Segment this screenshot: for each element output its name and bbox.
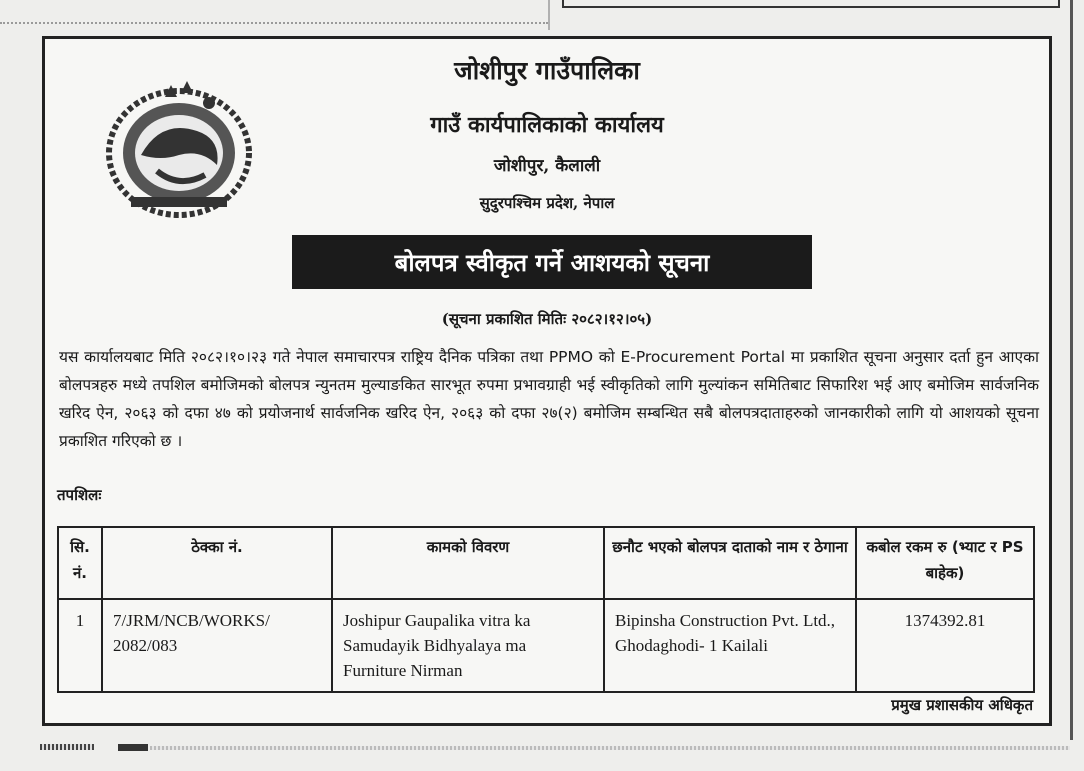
top-border-left: [0, 0, 548, 24]
column-divider: [548, 0, 550, 30]
bottom-border-dots: [40, 744, 94, 750]
notice-body: यस कार्यालयबाट मिति २०८२।१०।२३ गते नेपाल समाचारपत्र राष्ट्रिय दैनिक पत्रिका तथा PPMO को E-Procurement Portal मा प्रकाशित सूचना अनुसार दर्ता हुन आएका बोलपत्रहरु मध्ये तपशिल बमोजिमको बोलपत्र न्युनतम मुल्याङकित सारभूत रुपमा प्रभावग्राही भई स्वीकृतिको लागि मुल्यांकन समितिबाट सिफारिश भई आए बमोजिम सार्वजनिक खरिद ऐन, २०६३ को दफा ४७ को प्रयोजनार्थ सार्वजनिक खरिद ऐन, २०६३ को दफा २७(२) बमोजिम सम्बन्धित सबै बोलपत्रदाताहरुको जानकारीको लागि यो आशयको सूचना प्रकाशित गरिएको छ ।: [59, 348, 1039, 450]
office-location: जोशीपुर, कैलाली: [493, 156, 601, 176]
notice-title: बोलपत्र स्वीकृत गर्ने आशयको सूचना: [292, 235, 812, 289]
cell-sn: 1: [58, 599, 102, 692]
cell-contract-no: 7/JRM/NCB/WORKS/ 2082/083: [102, 599, 332, 692]
col-header-sn: सि. नं.: [58, 527, 102, 599]
signatory-title: प्रमुख प्रशासकीय अधिकृत: [891, 696, 1033, 714]
cell-bidder: Bipinsha Construction Pvt. Ltd., Ghodaghodi- 1 Kailali: [604, 599, 856, 692]
notice-box: [42, 36, 1052, 726]
top-border-right: [562, 0, 1060, 8]
col-header-contract-no: ठेक्का नं.: [102, 527, 332, 599]
cell-amount: 1374392.81: [856, 599, 1034, 692]
tender-table: [57, 526, 1035, 693]
table-header-row: [58, 527, 1034, 599]
office-name: गाउँ कार्यपालिकाको कार्यालय: [430, 112, 664, 138]
cell-description: Joshipur Gaupalika vitra ka Samudayik Bidhyalaya ma Furniture Nirman: [332, 599, 604, 692]
published-date: (सूचना प्रकाशित मितिः २०८२।१२।०५): [441, 310, 653, 328]
table-row: [58, 599, 1034, 692]
municipality-name: जोशीपुर गाउँपालिका: [454, 56, 640, 85]
bottom-border-line: [150, 746, 1070, 750]
col-header-bidder: छनौट भएको बोलपत्र दाताको नाम र ठेगाना: [604, 527, 856, 599]
right-border-rule: [1070, 0, 1073, 740]
table-caption: तपशिलः: [57, 486, 102, 504]
col-header-description: कामको विवरण: [332, 527, 604, 599]
col-header-amount: कबोल रकम रु (भ्याट र PS बाहेक): [856, 527, 1034, 599]
bottom-border-bar: [118, 744, 148, 751]
province-name: सुदुरपश्चिम प्रदेश, नेपाल: [479, 194, 615, 212]
